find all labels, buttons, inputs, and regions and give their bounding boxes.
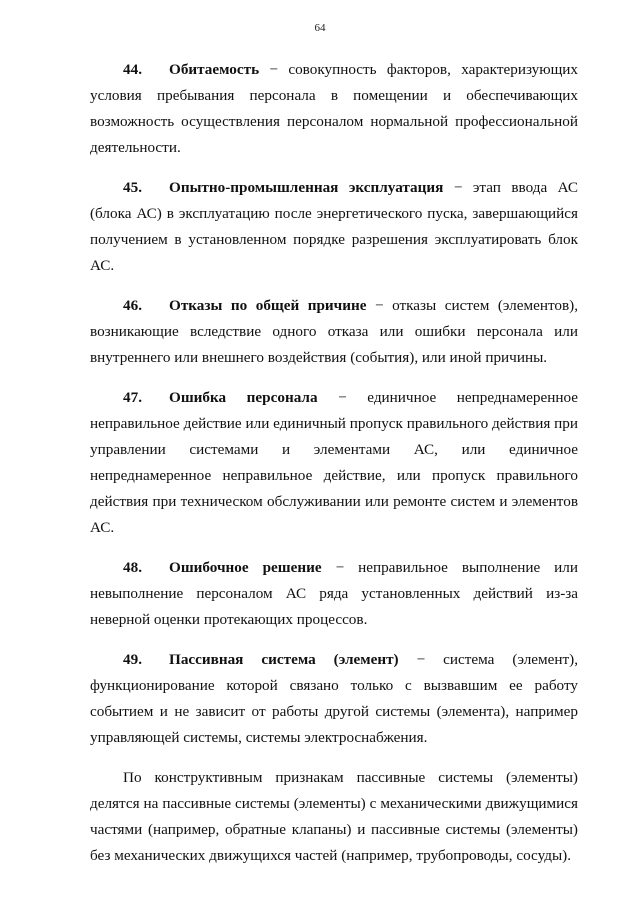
definition-item bbox=[90, 385, 578, 541]
item-definition: − отказы систем (элементов), возникающие вследствие одного отказа или ошибки персонала или внутреннего или внешнего воздействия (события), или иной причины. bbox=[90, 297, 578, 366]
definition-item bbox=[90, 57, 578, 161]
item-definition: − этап ввода АС (блока АС) в эксплуатацию после энергетического пуска, завершающийся получением в установленном порядке разрешения эксплуатировать блок АС. bbox=[90, 179, 578, 274]
item-number: 44. bbox=[123, 61, 142, 78]
item-definition: − система (элемент), функционирование которой связано только с вызвавшим ее работу событием и не зависит от работы другой системы (элемента), например управляющей системы, системы электроснабжения. bbox=[90, 651, 578, 746]
item-term: Ошибочное решение bbox=[169, 559, 322, 576]
item-number: 49. bbox=[123, 651, 142, 668]
item-definition: − совокупность факторов, характеризующих условия пребывания персонала в помещении и обеспечивающих возможность осуществления персоналом нормальной профессиональной деятельности. bbox=[90, 61, 578, 156]
item-number: 45. bbox=[123, 179, 142, 196]
item-term: Опытно-промышленная эксплуатация bbox=[169, 179, 444, 196]
item-definition: − неправильное выполнение или невыполнение персоналом АС ряда установленных действий из-за неверной оценки протекающих процессов. bbox=[90, 559, 578, 628]
item-number: 47. bbox=[123, 389, 142, 406]
definition-item bbox=[90, 647, 578, 751]
item-term: Отказы по общей причине bbox=[169, 297, 367, 314]
body-paragraph: По конструктивным признакам пассивные системы (элементы) делятся на пассивные системы (элементы) с механическими движущимися частями (например, обратные клапаны) и пассивные системы (элементы) без механических движущихся частей (например, трубопроводы, сосуды). bbox=[90, 769, 578, 864]
document-body bbox=[90, 57, 578, 869]
item-number: 46. bbox=[123, 297, 142, 314]
item-number: 48. bbox=[123, 559, 142, 576]
item-term: Пассивная система (элемент) bbox=[169, 651, 399, 668]
definition-item bbox=[90, 555, 578, 633]
item-term: Ошибка персонала bbox=[169, 389, 318, 406]
page-number: 64 bbox=[314, 22, 326, 34]
item-definition: − единичное непреднамеренное неправильное действие или единичный пропуск правильного действия при управлении системами и элементами АС, или единичное непреднамеренное неправильное действие, или пропуск правильного действия при техническом обслуживании или ремонте систем и элементов АС. bbox=[90, 389, 578, 536]
definition-item bbox=[90, 293, 578, 371]
item-term: Обитаемость bbox=[169, 61, 260, 78]
definition-item bbox=[90, 175, 578, 279]
